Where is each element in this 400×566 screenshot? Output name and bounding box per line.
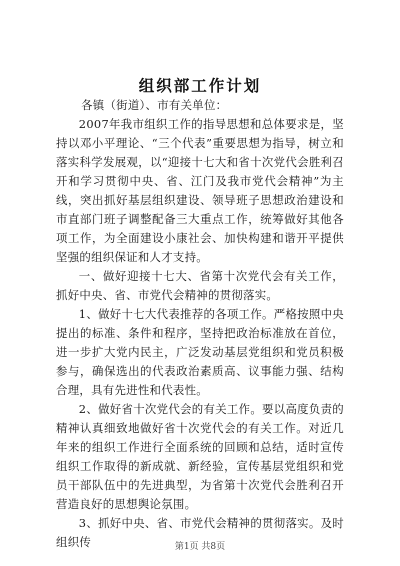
paragraph-item-1: 1、做好十七大代表推荐的各项工作。严格按照中央提出的标准、条件和程序，坚持把政治标准放在首位，进一步扩大党内民主，广泛发动基层党组织和党员积极参与，确保选出的代表政治素质高、议事能力强、结构合理，具有先进性和代表性。 [56,307,344,397]
salutation: 各镇（街道）、市有关单位： [81,98,228,112]
page-number-footer: 第1页 共8页 [174,542,226,552]
document-body [56,96,344,552]
paragraph-section-1: 一、做好迎接十七大、省第十次党代会有关工作，抓好中央、省、市党代会精神的贯彻落实。 [56,269,344,302]
paragraph-item-2: 2、做好省十次党代会的有关工作。要以高度负责的精神认真细致地做好省十次党代会的有关工作。对近几年来的组织工作进行全面系统的回顾和总结，适时宣传组织工作取得的新成就、新经验，宣传基层党组织和党员干部队伍中的先进典型，为省第十次党代会胜利召开营造良好的思想舆论氛围。 [56,402,344,511]
document-title: 组织部工作计划 [138,77,262,95]
paragraph-item-3: 3、抓好中央、省、市党代会精神的贯彻落实。及时组织传 [56,516,344,549]
paragraph-intro: 2007年我市组织工作的指导思想和总体要求是，坚持以邓小平理论、“三个代表”重要思想为指导，树立和落实科学发展观，以“迎接十七大和省十次党代会胜利召开和学习贯彻中央、省、江门及我市党代会精神”为主线，突出抓好基层组织建设、领导班子思想政治建设和市直部门班子调整配备三大重点工作，统筹做好其他各项工作，为全面建设小康社会、加快构建和谐开平提供坚强的组织保证和人才支持。 [56,117,344,264]
